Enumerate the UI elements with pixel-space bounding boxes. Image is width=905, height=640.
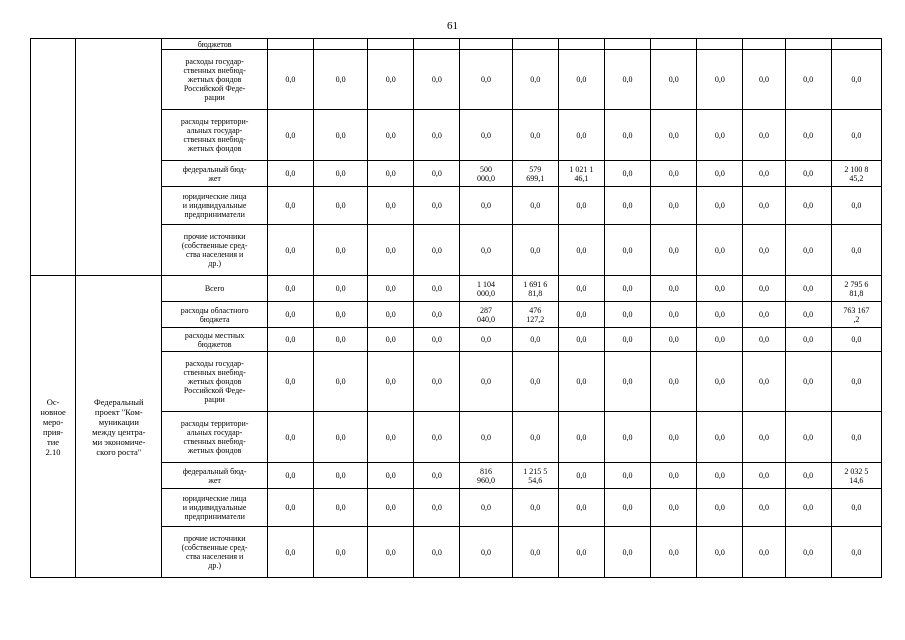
- value-cell: 0,0: [313, 489, 367, 527]
- value-cell: 0,0: [831, 110, 881, 161]
- value-cell: 579 699,1: [512, 161, 558, 187]
- value-cell: 2 032 5 14,6: [831, 463, 881, 489]
- value-cell: 0,0: [743, 527, 785, 578]
- value-cell: 0,0: [414, 463, 460, 489]
- value-cell: 0,0: [512, 527, 558, 578]
- value-cell: 0,0: [604, 352, 650, 412]
- value-cell: 0,0: [512, 225, 558, 276]
- value-cell: [785, 39, 831, 50]
- row-label: расходы местных бюджетов: [162, 328, 267, 352]
- value-cell: 0,0: [368, 50, 414, 110]
- value-cell: 0,0: [414, 50, 460, 110]
- value-cell: 1 021 1 46,1: [558, 161, 604, 187]
- value-cell: 0,0: [414, 187, 460, 225]
- value-cell: [831, 39, 881, 50]
- value-cell: 0,0: [651, 110, 697, 161]
- value-cell: 0,0: [368, 187, 414, 225]
- value-cell: 0,0: [512, 489, 558, 527]
- value-cell: 0,0: [697, 412, 743, 463]
- value-cell: [512, 39, 558, 50]
- value-cell: 0,0: [697, 50, 743, 110]
- row-label: федеральный бюд- жет: [162, 463, 267, 489]
- value-cell: 0,0: [831, 50, 881, 110]
- value-cell: 0,0: [512, 328, 558, 352]
- value-cell: 0,0: [512, 412, 558, 463]
- value-cell: 0,0: [785, 463, 831, 489]
- value-cell: [743, 39, 785, 50]
- value-cell: 0,0: [697, 489, 743, 527]
- value-cell: 0,0: [831, 527, 881, 578]
- value-cell: 0,0: [414, 302, 460, 328]
- value-cell: 0,0: [743, 110, 785, 161]
- value-cell: 0,0: [743, 276, 785, 302]
- value-cell: 0,0: [743, 463, 785, 489]
- value-cell: 0,0: [313, 463, 367, 489]
- value-cell: 0,0: [831, 489, 881, 527]
- value-cell: 0,0: [604, 328, 650, 352]
- row-label: расходы областного бюджета: [162, 302, 267, 328]
- value-cell: 0,0: [697, 328, 743, 352]
- value-cell: 0,0: [604, 187, 650, 225]
- value-cell: 0,0: [460, 225, 512, 276]
- value-cell: 0,0: [414, 412, 460, 463]
- value-cell: 0,0: [460, 328, 512, 352]
- value-cell: 0,0: [743, 161, 785, 187]
- value-cell: 0,0: [743, 328, 785, 352]
- row-label: расходы государ- ственных внебюд- жетных фондов Российской Феде- рации: [162, 352, 267, 412]
- row-label: расходы территори- альных государ- ственных внебюд- жетных фондов: [162, 412, 267, 463]
- value-cell: 0,0: [414, 110, 460, 161]
- value-cell: 0,0: [368, 161, 414, 187]
- value-cell: 0,0: [558, 225, 604, 276]
- value-cell: 0,0: [785, 527, 831, 578]
- value-cell: 0,0: [651, 412, 697, 463]
- value-cell: 0,0: [414, 527, 460, 578]
- value-cell: 0,0: [651, 50, 697, 110]
- value-cell: 0,0: [558, 276, 604, 302]
- value-cell: 0,0: [743, 225, 785, 276]
- row-label: федеральный бюд- жет: [162, 161, 267, 187]
- value-cell: 0,0: [368, 328, 414, 352]
- value-cell: 0,0: [743, 187, 785, 225]
- value-cell: 0,0: [512, 110, 558, 161]
- value-cell: 0,0: [651, 489, 697, 527]
- value-cell: 0,0: [267, 328, 313, 352]
- value-cell: 1 104 000,0: [460, 276, 512, 302]
- value-cell: 0,0: [414, 161, 460, 187]
- value-cell: 0,0: [460, 187, 512, 225]
- value-cell: 0,0: [414, 352, 460, 412]
- value-cell: 0,0: [267, 225, 313, 276]
- measure-cell: Ос- новное меро- прия- тие 2.10: [31, 276, 76, 578]
- value-cell: 0,0: [604, 276, 650, 302]
- value-cell: 0,0: [697, 161, 743, 187]
- financing-table: [30, 38, 882, 578]
- value-cell: 0,0: [414, 489, 460, 527]
- value-cell: 0,0: [785, 225, 831, 276]
- value-cell: 0,0: [785, 110, 831, 161]
- value-cell: 0,0: [785, 187, 831, 225]
- row-label: юридические лица и индивидуальные предприниматели: [162, 489, 267, 527]
- value-cell: 0,0: [831, 225, 881, 276]
- value-cell: 0,0: [558, 328, 604, 352]
- value-cell: 0,0: [831, 352, 881, 412]
- value-cell: 0,0: [460, 352, 512, 412]
- value-cell: 0,0: [313, 225, 367, 276]
- value-cell: 0,0: [460, 50, 512, 110]
- value-cell: 0,0: [697, 276, 743, 302]
- value-cell: 0,0: [414, 225, 460, 276]
- value-cell: 0,0: [460, 527, 512, 578]
- value-cell: [460, 39, 512, 50]
- value-cell: 0,0: [651, 527, 697, 578]
- value-cell: 0,0: [267, 50, 313, 110]
- value-cell: 0,0: [512, 50, 558, 110]
- value-cell: 0,0: [785, 302, 831, 328]
- value-cell: 0,0: [651, 225, 697, 276]
- value-cell: 0,0: [785, 328, 831, 352]
- value-cell: 0,0: [651, 161, 697, 187]
- value-cell: 0,0: [697, 463, 743, 489]
- value-cell: [414, 39, 460, 50]
- value-cell: 1 215 5 54,6: [512, 463, 558, 489]
- value-cell: 0,0: [558, 463, 604, 489]
- value-cell: 0,0: [558, 187, 604, 225]
- value-cell: 0,0: [697, 110, 743, 161]
- value-cell: 0,0: [604, 225, 650, 276]
- value-cell: 0,0: [368, 110, 414, 161]
- value-cell: 0,0: [313, 527, 367, 578]
- value-cell: 0,0: [604, 412, 650, 463]
- value-cell: 0,0: [313, 50, 367, 110]
- value-cell: 0,0: [604, 489, 650, 527]
- value-cell: 0,0: [785, 352, 831, 412]
- table-row: [31, 39, 882, 50]
- value-cell: 0,0: [604, 463, 650, 489]
- value-cell: 0,0: [743, 352, 785, 412]
- value-cell: 0,0: [743, 489, 785, 527]
- value-cell: 0,0: [267, 110, 313, 161]
- project-cell: [76, 39, 162, 276]
- value-cell: 0,0: [604, 50, 650, 110]
- value-cell: 0,0: [697, 225, 743, 276]
- value-cell: 763 167 ,2: [831, 302, 881, 328]
- value-cell: 0,0: [604, 302, 650, 328]
- value-cell: [267, 39, 313, 50]
- value-cell: 0,0: [558, 489, 604, 527]
- value-cell: 0,0: [267, 161, 313, 187]
- value-cell: 0,0: [267, 527, 313, 578]
- value-cell: 0,0: [368, 412, 414, 463]
- value-cell: 0,0: [785, 50, 831, 110]
- value-cell: 2 100 8 45,2: [831, 161, 881, 187]
- value-cell: 0,0: [558, 110, 604, 161]
- value-cell: 0,0: [313, 276, 367, 302]
- value-cell: 0,0: [313, 412, 367, 463]
- value-cell: 0,0: [785, 161, 831, 187]
- value-cell: 0,0: [368, 489, 414, 527]
- value-cell: 0,0: [604, 161, 650, 187]
- value-cell: [651, 39, 697, 50]
- value-cell: 0,0: [313, 328, 367, 352]
- value-cell: 0,0: [651, 328, 697, 352]
- value-cell: [604, 39, 650, 50]
- value-cell: 0,0: [368, 276, 414, 302]
- value-cell: 0,0: [313, 302, 367, 328]
- value-cell: 0,0: [697, 527, 743, 578]
- value-cell: [558, 39, 604, 50]
- page-number: 61: [447, 20, 458, 32]
- value-cell: 0,0: [831, 187, 881, 225]
- row-label: прочие источники (собственные сред- ства населения и др.): [162, 527, 267, 578]
- value-cell: 0,0: [651, 352, 697, 412]
- value-cell: 0,0: [368, 225, 414, 276]
- value-cell: 0,0: [785, 412, 831, 463]
- row-label: юридические лица и индивидуальные предприниматели: [162, 187, 267, 225]
- value-cell: 0,0: [313, 187, 367, 225]
- value-cell: 2 795 6 81,8: [831, 276, 881, 302]
- value-cell: 0,0: [368, 352, 414, 412]
- row-label: прочие источники (собственные сред- ства населения и др.): [162, 225, 267, 276]
- value-cell: 0,0: [785, 489, 831, 527]
- measure-cell: [31, 39, 76, 276]
- row-label: расходы территори- альных государ- ственных внебюд- жетных фондов: [162, 110, 267, 161]
- value-cell: 0,0: [313, 352, 367, 412]
- row-label: Всего: [162, 276, 267, 302]
- value-cell: 0,0: [831, 328, 881, 352]
- value-cell: 0,0: [697, 302, 743, 328]
- value-cell: 0,0: [267, 302, 313, 328]
- value-cell: [313, 39, 367, 50]
- value-cell: 0,0: [651, 302, 697, 328]
- value-cell: 0,0: [460, 110, 512, 161]
- value-cell: 0,0: [558, 50, 604, 110]
- value-cell: 0,0: [558, 527, 604, 578]
- value-cell: 0,0: [785, 276, 831, 302]
- table-row: [31, 276, 882, 302]
- value-cell: 0,0: [414, 276, 460, 302]
- value-cell: 0,0: [267, 187, 313, 225]
- value-cell: 0,0: [558, 302, 604, 328]
- value-cell: 0,0: [460, 412, 512, 463]
- value-cell: [697, 39, 743, 50]
- value-cell: 0,0: [267, 352, 313, 412]
- project-cell: Федеральный проект "Ком- муникации между центра- ми экономиче- ского роста": [76, 276, 162, 578]
- value-cell: 0,0: [267, 489, 313, 527]
- value-cell: 476 127,2: [512, 302, 558, 328]
- value-cell: 0,0: [313, 110, 367, 161]
- value-cell: 0,0: [604, 527, 650, 578]
- value-cell: 0,0: [831, 412, 881, 463]
- value-cell: 0,0: [558, 352, 604, 412]
- value-cell: 0,0: [368, 463, 414, 489]
- value-cell: 0,0: [414, 328, 460, 352]
- value-cell: 0,0: [267, 276, 313, 302]
- value-cell: 0,0: [651, 463, 697, 489]
- value-cell: 0,0: [512, 352, 558, 412]
- value-cell: 0,0: [512, 187, 558, 225]
- value-cell: 0,0: [368, 302, 414, 328]
- value-cell: [368, 39, 414, 50]
- value-cell: 0,0: [558, 412, 604, 463]
- value-cell: 1 691 6 81,8: [512, 276, 558, 302]
- value-cell: 0,0: [651, 276, 697, 302]
- value-cell: 0,0: [460, 489, 512, 527]
- value-cell: 0,0: [313, 161, 367, 187]
- value-cell: 0,0: [368, 527, 414, 578]
- row-label: расходы государ- ственных внебюд- жетных фондов Российской Феде- рации: [162, 50, 267, 110]
- value-cell: 816 960,0: [460, 463, 512, 489]
- value-cell: 0,0: [267, 412, 313, 463]
- value-cell: 287 040,0: [460, 302, 512, 328]
- value-cell: 500 000,0: [460, 161, 512, 187]
- value-cell: 0,0: [604, 110, 650, 161]
- value-cell: 0,0: [743, 302, 785, 328]
- value-cell: 0,0: [743, 412, 785, 463]
- row-label: бюджетов: [162, 39, 267, 50]
- value-cell: 0,0: [651, 187, 697, 225]
- value-cell: 0,0: [697, 352, 743, 412]
- value-cell: 0,0: [697, 187, 743, 225]
- value-cell: 0,0: [267, 463, 313, 489]
- value-cell: 0,0: [743, 50, 785, 110]
